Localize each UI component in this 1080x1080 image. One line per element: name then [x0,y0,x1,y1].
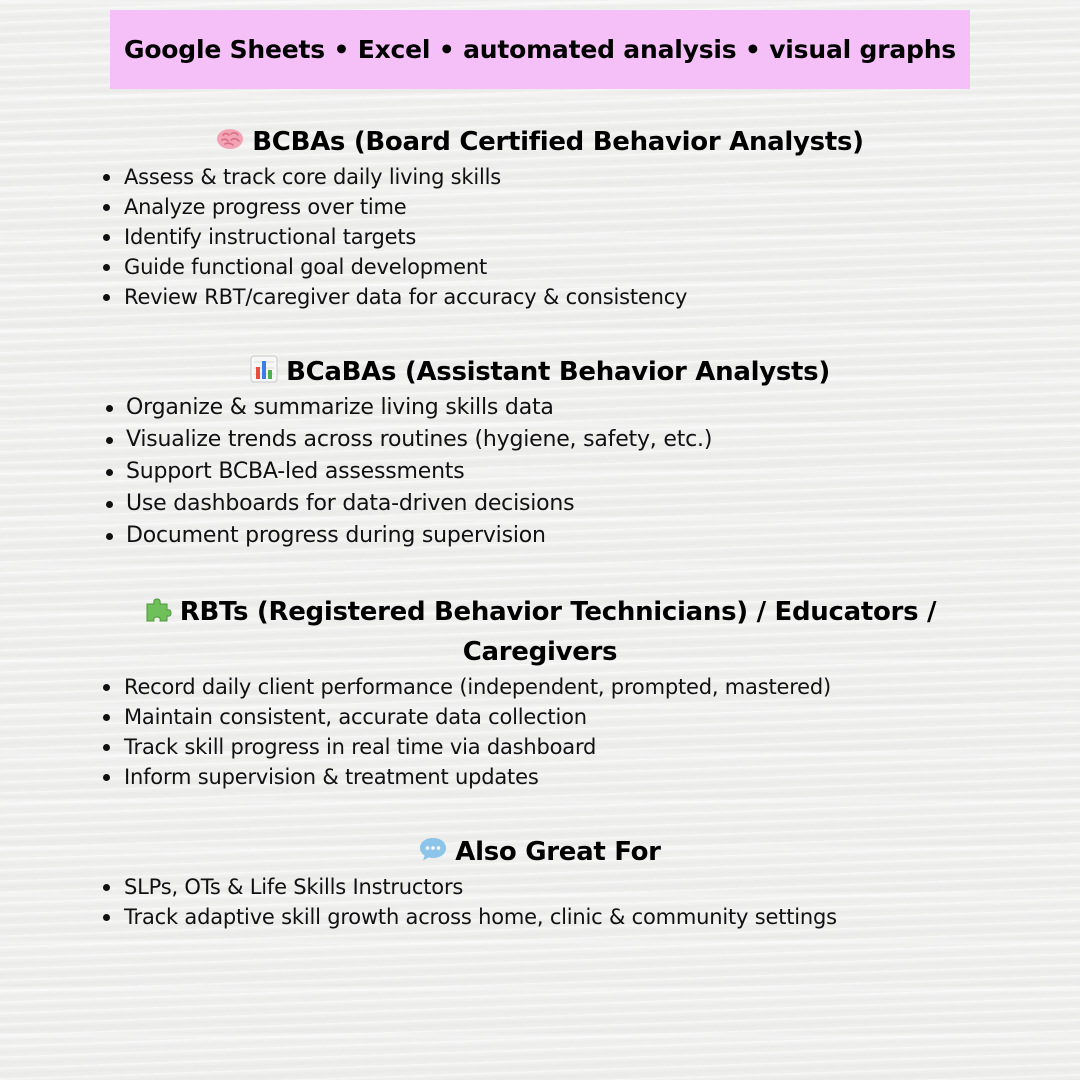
list-item-text: Record daily client performance (independent, prompted, mastered) [124,675,832,699]
bullet-dot [106,501,113,508]
bullet-dot [103,744,110,751]
section-heading-text: BCaBAs (Assistant Behavior Analysts) [286,357,830,387]
section-heading [0,832,1080,872]
banner-text: Google Sheets • Excel • automated analysis • visual graphs [124,35,956,64]
list-item-text: Document progress during supervision [126,523,546,548]
list-item-text: Visualize trends across routines (hygiene, safety, etc.) [126,427,713,452]
list-item-text: Track skill progress in real time via dashboard [124,735,597,759]
bullet-dot [103,294,110,301]
section-heading [0,122,1080,162]
list-item [0,762,1080,792]
bullet-dot [103,264,110,271]
list-item-text: Use dashboards for data-driven decisions [126,491,575,516]
list-item-text: Guide functional goal development [124,255,487,279]
list-item-text: Organize & summarize living skills data [126,395,554,420]
bullet-dot [103,714,110,721]
section-heading-text: RBTs (Registered Behavior Technicians) / Educators / Caregivers [179,597,937,667]
list-item [0,902,1080,932]
list-item [0,520,1080,552]
list-item [0,872,1080,902]
section-bcabas [0,352,1080,552]
bullet-list [0,162,1080,312]
list-item [0,732,1080,762]
bullet-dot [103,914,110,921]
bullet-dot [106,437,113,444]
list-item [0,488,1080,520]
list-item [0,456,1080,488]
list-item [0,252,1080,282]
list-item [0,162,1080,192]
list-item-text: Track adaptive skill growth across home, clinic & community settings [124,905,837,929]
list-item-text: Identify instructional targets [124,225,417,249]
list-item-text: Review RBT/caregiver data for accuracy & consistency [124,285,688,309]
list-item [0,282,1080,312]
list-item-text: Assess & track core daily living skills [124,165,502,189]
brain-icon [216,125,244,153]
list-item-text: SLPs, OTs & Life Skills Instructors [124,875,464,899]
bar-chart-icon [250,355,278,383]
bullet-dot [103,884,110,891]
bullet-list [0,672,1080,792]
section-heading [0,352,1080,392]
list-item [0,702,1080,732]
bullet-dot [106,533,113,540]
section-heading-text: Also Great For [455,837,661,867]
bullet-dot [103,774,110,781]
speech-bubble-icon [419,835,447,863]
bullet-dot [103,174,110,181]
section-bcbas [0,122,1080,312]
list-item [0,424,1080,456]
list-item-text: Maintain consistent, accurate data collection [124,705,587,729]
list-item [0,222,1080,252]
list-item-text: Inform supervision & treatment updates [124,765,539,789]
bullet-list [0,872,1080,932]
bullet-dot [106,405,113,412]
bullet-list [0,392,1080,552]
list-item-text: Analyze progress over time [124,195,407,219]
section-heading-text: BCBAs (Board Certified Behavior Analysts) [252,127,864,157]
bullet-dot [106,469,113,476]
bullet-dot [103,234,110,241]
bullet-dot [103,684,110,691]
list-item-text: Support BCBA-led assessments [126,459,465,484]
header-banner [110,10,970,89]
list-item [0,392,1080,424]
bullet-dot [103,204,110,211]
section-also-great-for [0,832,1080,932]
section-heading [120,592,960,672]
puzzle-piece-icon [144,595,172,623]
list-item [0,672,1080,702]
list-item [0,192,1080,222]
section-rbts [0,592,1080,792]
